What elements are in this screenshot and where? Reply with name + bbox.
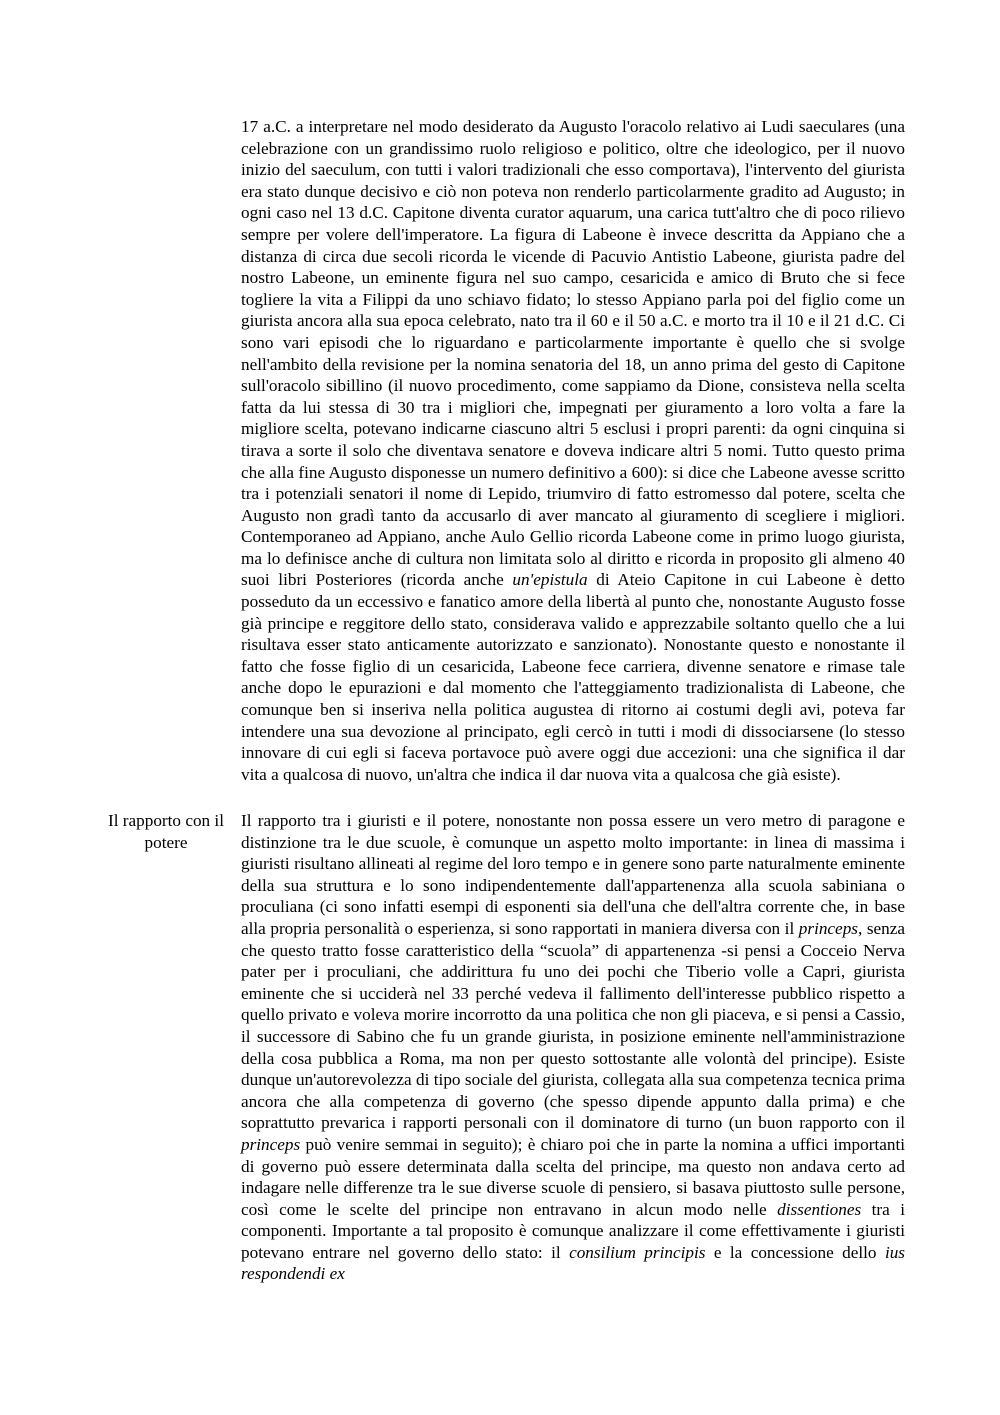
paragraph-text: 17 a.C. a interpretare nel modo desiderato da Augusto l'oracolo relativo ai Ludi saeculares (una celebrazione con un grandissimo ruolo religioso e politico, oltre che ideologico, per il nuovo inizio del saeculum, con tutti i valori tradizionali che esso comportava), l'intervento del giurista era stato dunque decisivo e ciò non poteva non renderlo particolarmente gradito ad Augusto; in ogni caso nel 13 d.C. Capitone diventa curator aquarum, una carica tutt'altro che di poco rilievo sempre per volere dell'imperatore. La figura di Labeone è invece descritta da Appiano che a distanza di circa due secoli ricorda le vicende di Pacuvio Antistio Labeone, giurista padre del nostro Labeone, un eminente figura nel suo campo, cesaricida e amico di Bruto che si fece togliere la vita a Filippi da uno schiavo fidato; lo stesso Appiano parla poi del figlio come un giurista ancora alla sua epoca celebrato, nato tra il 60 e il 50 a.C. e morto tra il 10 e il 21 d.C. Ci sono vari episodi che lo riguardano e particolarmente importante è quello che si svolge nell'ambito della revisione per la nomina senatoria del 18, un anno prima del gesto di Capitone sull'oracolo sibillino (il nuovo procedimento, come sappiamo da Dione, consisteva nella scelta fatta da lui stessa di 30 tra i migliori che, impegnati per giuramento a loro volta a fare la migliore scelta, potevano indicarne ciascuno altri 5 esclusi i propri parenti: da ogni cinquina si tirava a sorte il solo che diventava senatore e doveva indicare altri 5 nomi. Tutto questo prima che alla fine Augusto disponesse un numero definitivo a 600): si dice che Labeone avesse scritto tra i potenziali senatori il nome di Lepido, triumviro di fatto estromesso dal potere, scelta che Augusto non gradì tanto da accusarlo di aver mancato al giuramento di scegliere i migliori. Contemporaneo ad Appiano, anche Aulo Gellio ricorda Labeone come in primo luogo giurista, ma lo definisce anche di cultura non limitata solo al diritto e ricorda in proposito gli almeno 40 suoi libri Posteriores (ricorda anche <box>241 117 905 590</box>
paragraph-text: e la concessione dello <box>705 1242 885 1262</box>
italic-term: princeps <box>798 918 858 938</box>
italic-term: princeps <box>241 1134 301 1154</box>
body-paragraph-labeone <box>241 116 905 785</box>
italic-term: ius respondendi ex <box>241 1242 905 1284</box>
italic-term: consilium principis <box>569 1242 706 1262</box>
italic-term: dissentiones <box>777 1199 862 1219</box>
body-paragraph-rapporto-potere <box>241 810 905 1285</box>
paragraph-text: di Ateio Capitone in cui Labeone è detto posseduto da un eccessivo e fanatico amore della libertà al punto che, nonostante Augusto fosse già principe e reggitore dello stato, considerava valido e apprezzabile soltanto quello che a lui risultava esser stato anticamente autorizzato e sanzionato). Nonostante questo e nonostante il fatto che fosse figlio di un cesaricida, Labeone fece carriera, divenne senatore e rimase tale anche dopo le epurazioni e dal momento che l'atteggiamento tradizionalista di Labeone, che comunque ben si inseriva nella politica augustea di ritorno ai costumi degli avi, poteva far intendere una sua devozione al principato, egli cercò in tutti i modi di dissociarsene (lo stesso innovare di cui egli si faceva portavoce può avere oggi due accezioni: una che significa il dar vita a qualcosa di nuovo, un'altra che indica il dar nuova vita a qualcosa che già esiste). <box>241 570 905 784</box>
margin-heading: Il rapporto con il potere <box>108 811 224 852</box>
paragraph-text: può venire semmai in seguito); è chiaro poi che in parte la nomina a uffici importanti di governo può essere determinata dalla scelta del principe, ma questo non andava certo ad indagare nelle differenze tra le sue diverse scuole di pensiero, si basava piuttosto sulle persone, così come le scelte del principe non entravano in alcun modo nelle <box>241 1134 905 1219</box>
paragraph-text: tra i componenti. Importante a tal proposito è comunque analizzare il come effettivamente i giuristi potevano entrare nel governo dello stato: il <box>241 1199 905 1262</box>
italic-term: un'epistula <box>512 570 588 590</box>
paragraph-text: Il rapporto tra i giuristi e il potere, nonostante non possa essere un vero metro di paragone e distinzione tra le due scuole, è comunque un aspetto molto importante: in linea di massima i giuristi risultano allineati al regime del loro tempo e in genere sono parte naturalmente eminente della sua struttura e lo sono indipendentemente dall'appartenenza alla scuola sabiniana o proculiana (ci sono infatti esempi di esponenti sia dell'una che dell'altra corrente che, in base alla propria personalità o esperienza, si sono rapportati in maniera diversa con il <box>241 811 905 938</box>
paragraph-text: , senza che questo tratto fosse caratteristico della “scuola” di appartenenza -si pensi a Cocceio Nerva pater per i proculiani, che addirittura fu uno dei pochi che Tiberio volle a Capri, giurista eminente che si ucciderà nel 33 perché vedeva il fallimento dell'interesse pubblico rispetto a quello privato e voleva morire incorrotto da una politica che non gli piaceva, e si pensi a Cassio, il successore di Sabino che fu un grande giurista, in posizione eminente nell'amministrazione della cosa pubblica a Roma, ma non per questo sottostante alle volontà del principe). Esiste dunque un'autorevolezza di tipo sociale del giurista, collegata alla sua competenza tecnica prima ancora che alla competenza di governo (che spesso dipende appunto dalla prima) e che soprattutto prevarica i rapporti personali con il dominatore di turno (un buon rapporto con il <box>241 918 905 1133</box>
